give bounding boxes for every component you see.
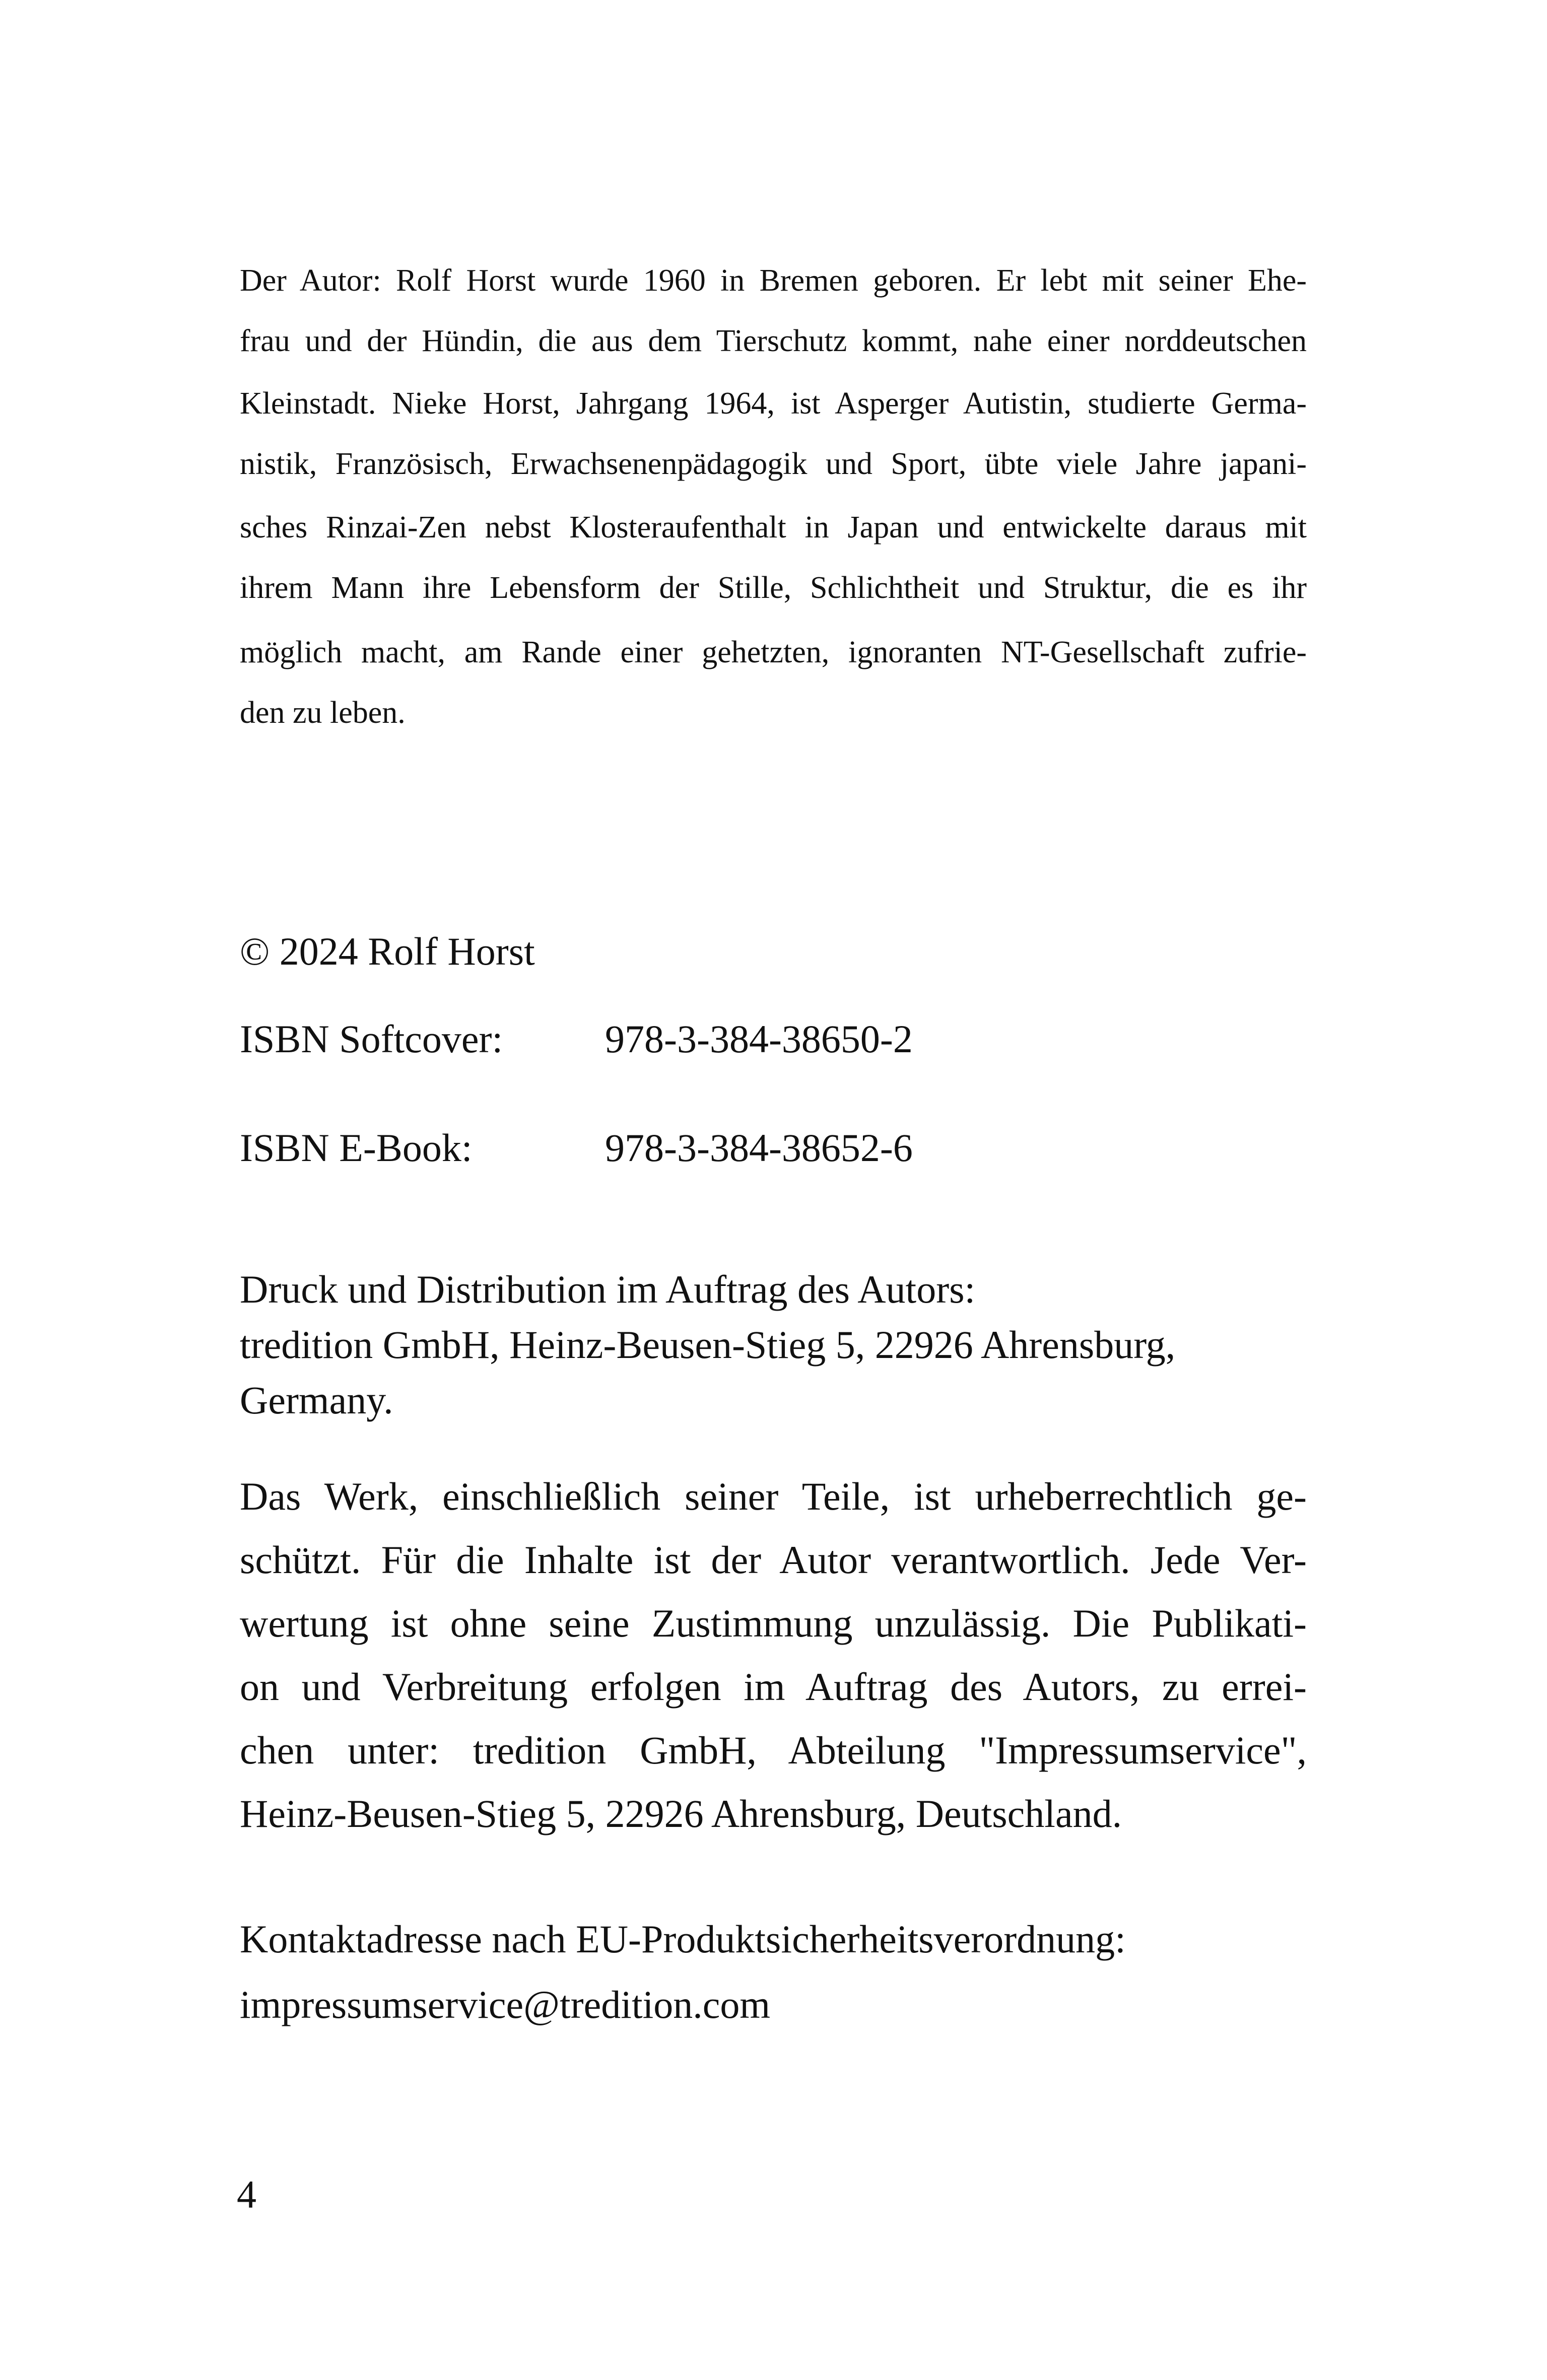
printing-line: tredition GmbH, Heinz-Beusen-Stieg 5, 22926 Ahrensburg, — [240, 1323, 1176, 1367]
copyright-notice: © 2024 Rolf Horst — [240, 929, 535, 973]
isbn-value: 978-3-384-38652-6 — [605, 1126, 913, 1170]
contact-info — [240, 1907, 1307, 2037]
legal-line: schützt. Für die Inhalte ist der Autor verantwortlich. Jede Ver- — [240, 1538, 1307, 1582]
legal-line: Das Werk, einschließlich seiner Teile, ist urheberrechtlich ge- — [240, 1474, 1307, 1518]
contact-line: Kontaktadresse nach EU-Produktsicherheitsverordnung: — [240, 1917, 1126, 1961]
author-bio-line: Kleinstadt. Nieke Horst, Jahrgang 1964, ist Asperger Autistin, studierte Germa- — [240, 386, 1307, 421]
printing-line: Druck und Distribution im Auftrag des Autors: — [240, 1267, 976, 1311]
legal-notice — [240, 1465, 1307, 1846]
isbn-value: 978-3-384-38650-2 — [605, 1017, 913, 1061]
author-bio-line: nistik, Französisch, Erwachsenenpädagogik und Sport, übte viele Jahre japani- — [240, 447, 1307, 481]
legal-line: wertung ist ohne seine Zustimmung unzulässig. Die Publikati- — [240, 1601, 1307, 1645]
legal-line: Heinz-Beusen-Stieg 5, 22926 Ahrensburg, Deutschland. — [240, 1792, 1122, 1835]
isbn-label: ISBN Softcover: — [240, 1017, 503, 1061]
author-bio-line: den zu leben. — [240, 696, 406, 730]
contact-email: impressumservice@tredition.com — [240, 1983, 771, 2026]
page-number: 4 — [237, 2172, 256, 2216]
printing-line: Germany. — [240, 1378, 393, 1422]
author-bio-line: Der Autor: Rolf Horst wurde 1960 in Bremen geboren. Er lebt mit seiner Ehe- — [240, 263, 1307, 298]
author-bio-line: möglich macht, am Rande einer gehetzten, ignoranten NT-Gesellschaft zufrie- — [240, 635, 1307, 669]
author-bio-line: ihrem Mann ihre Lebensform der Stille, Schlichtheit und Struktur, die es ihr — [240, 571, 1307, 605]
author-bio-line: frau und der Hündin, die aus dem Tierschutz kommt, nahe einer norddeutschen — [240, 324, 1307, 358]
legal-line: chen unter: tredition GmbH, Abteilung "Impressumservice", — [240, 1728, 1307, 1772]
author-bio-line: sches Rinzai-Zen nebst Klosteraufenthalt in Japan und entwickelte daraus mit — [240, 510, 1307, 545]
legal-line: on und Verbreitung erfolgen im Auftrag des Autors, zu errei- — [240, 1665, 1307, 1709]
isbn-label: ISBN E-Book: — [240, 1126, 473, 1170]
printing-info — [240, 1262, 1307, 1428]
